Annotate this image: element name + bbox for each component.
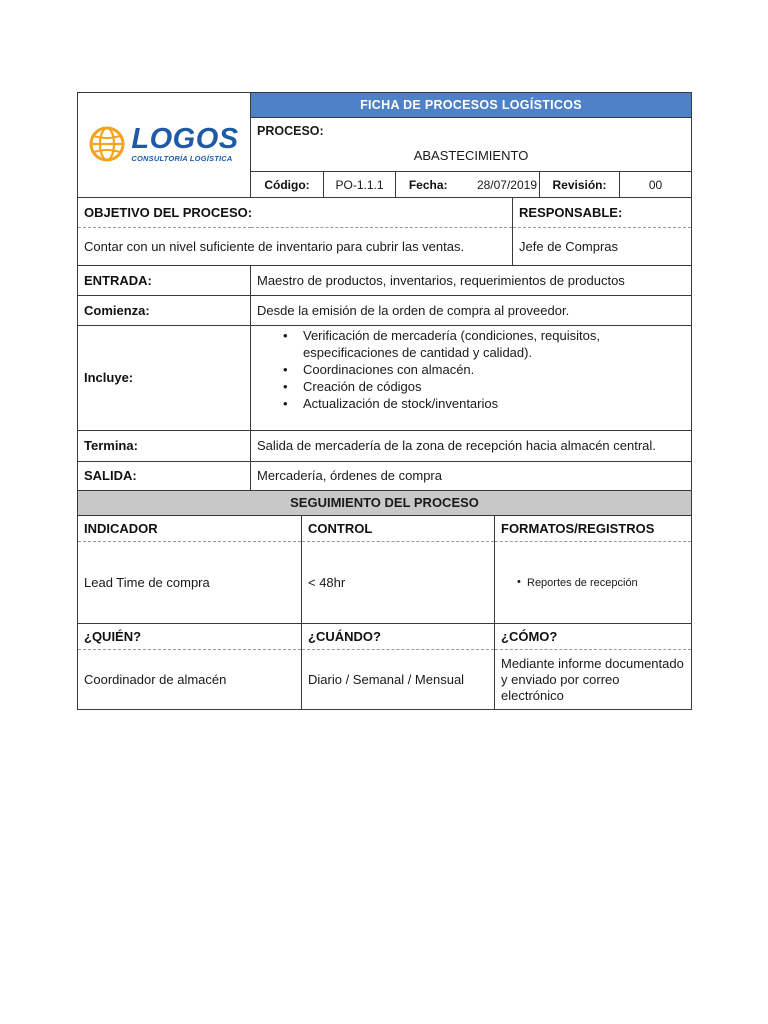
quien-value: Coordinador de almacén: [78, 650, 302, 710]
globe-icon: [89, 126, 125, 162]
incluye-cell: [251, 325, 692, 430]
logo-text: LOGOS: [131, 123, 239, 156]
responsable-value: Jefe de Compras: [513, 227, 692, 265]
list-item: • Coordinaciones con almacén.: [303, 361, 685, 378]
revision-label: Revisión:: [540, 172, 620, 198]
termina-label: Termina:: [78, 430, 251, 461]
codigo-label: Código:: [251, 172, 324, 198]
process-sheet: [77, 92, 691, 710]
proceso-label: PROCESO:: [257, 124, 324, 138]
entrada-value: Maestro de productos, inventarios, requerimientos de productos: [251, 265, 692, 295]
quien-label: ¿QUIÉN?: [78, 624, 302, 650]
cuando-value: Diario / Semanal / Mensual: [302, 650, 495, 710]
list-item: • Reportes de recepción: [527, 577, 685, 589]
body-table: [77, 198, 692, 491]
control-value: < 48hr: [302, 542, 495, 624]
list-item: • Creación de códigos: [303, 378, 685, 395]
control-label: CONTROL: [302, 516, 495, 542]
proceso-value: ABASTECIMIENTO: [413, 148, 529, 163]
company-logo: [89, 125, 238, 163]
entrada-label: ENTRADA:: [78, 265, 251, 295]
comienza-label: Comienza:: [78, 295, 251, 325]
fecha-label: Fecha:: [396, 172, 450, 198]
como-label: ¿CÓMO?: [495, 624, 692, 650]
salida-label: SALIDA:: [78, 461, 251, 490]
seguimiento-table: [77, 491, 692, 711]
incluye-label: Incluye:: [78, 325, 251, 430]
revision-value: 00: [620, 172, 692, 198]
codigo-value: PO-1.1.1: [324, 172, 396, 198]
seguimiento-title: SEGUIMIENTO DEL PROCESO: [78, 491, 692, 516]
formatos-cell: [495, 542, 692, 624]
list-item: • Verificación de mercadería (condiciones, requisitos, especificaciones de cantidad y calidad).: [303, 327, 685, 361]
salida-value: Mercadería, órdenes de compra: [251, 461, 692, 490]
indicador-label: INDICADOR: [78, 516, 302, 542]
cuando-label: ¿CUÁNDO?: [302, 624, 495, 650]
responsable-label: RESPONSABLE:: [513, 198, 692, 227]
sheet-title: FICHA DE PROCESOS LOGÍSTICOS: [251, 93, 692, 118]
formatos-label: FORMATOS/REGISTROS: [495, 516, 692, 542]
logo-cell: [78, 93, 251, 198]
termina-value: Salida de mercadería de la zona de recepción hacia almacén central.: [251, 430, 692, 461]
comienza-value: Desde la emisión de la orden de compra al proveedor.: [251, 295, 692, 325]
objetivo-label: OBJETIVO DEL PROCESO:: [78, 198, 513, 227]
incluye-list: [257, 327, 685, 412]
header-table: [77, 92, 692, 198]
logo-subtitle: CONSULTORÍA LOGÍSTICA: [131, 154, 233, 164]
objetivo-value: Contar con un nivel suficiente de inventario para cubrir las ventas.: [78, 227, 513, 265]
fecha-value: 28/07/2019: [450, 172, 540, 198]
proceso-cell: [251, 118, 692, 172]
formatos-list: [501, 577, 685, 589]
indicador-value: Lead Time de compra: [78, 542, 302, 624]
como-value: Mediante informe documentado y enviado por correo electrónico: [495, 650, 692, 710]
list-item: • Actualización de stock/inventarios: [303, 395, 685, 412]
